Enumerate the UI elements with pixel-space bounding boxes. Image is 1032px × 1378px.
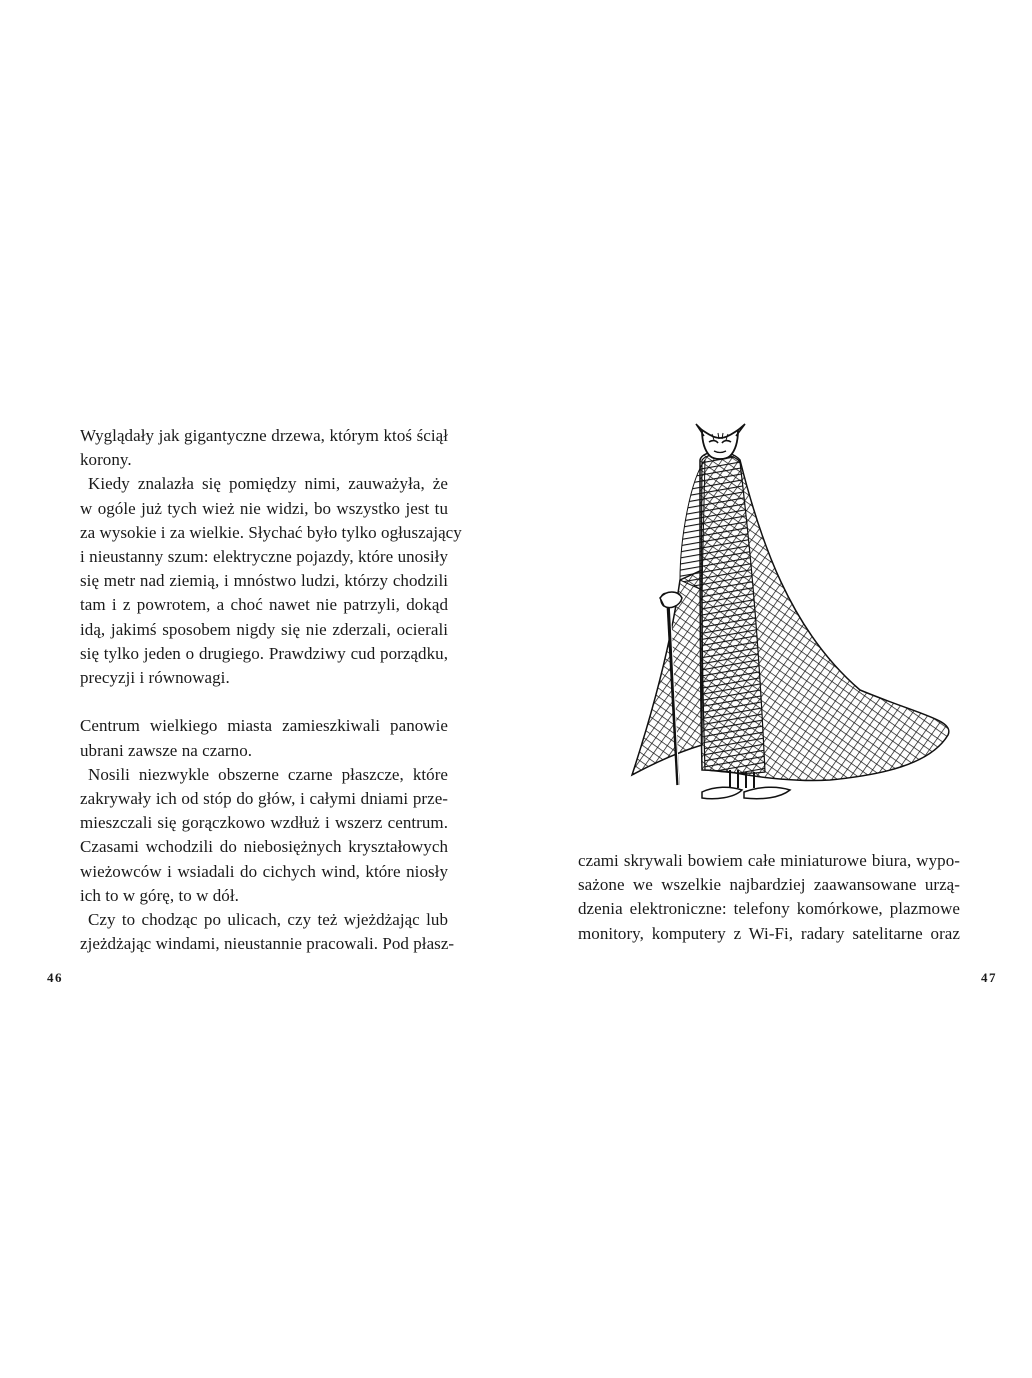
text-line: sażone we wszelkie najbardziej zaawansowane urzą- — [578, 875, 960, 895]
text-line: Kiedy znalazła się pomiędzy nimi, zauważyła, że — [88, 474, 448, 494]
text-line: korony. — [80, 450, 132, 470]
text-line: precyzji i równowagi. — [80, 668, 230, 688]
text-line: za wysokie i za wielkie. Słychać było tylko ogłuszający — [80, 522, 462, 542]
text-line: monitory, komputery z Wi-Fi, radary satelitarne oraz — [578, 923, 960, 943]
text-line: ubrani zawsze na czarno. — [80, 740, 253, 760]
text-line: się metr nad ziemią, i mnóstwo ludzi, którzy chodzili — [80, 571, 448, 591]
text-line: mieszczali się gorączkowo wzdłuż i wszerz centrum. — [80, 813, 448, 833]
paragraph-gap — [80, 690, 448, 714]
text-line: się tylko jeden o drugiego. Prawdziwy cud porządku, — [80, 643, 448, 663]
text-line: wieżowców i wsiadali do cichych wind, które niosły — [80, 861, 448, 881]
right-page-text — [578, 849, 960, 946]
grey-gentleman-illustration-icon — [630, 420, 960, 805]
text-line: tam i z powrotem, a choć nawet nie patrzyli, dokąd — [80, 595, 448, 615]
text-line: Centrum wielkiego miasta zamieszkiwali panowie — [80, 716, 448, 736]
text-line: Wyglądały jak gigantyczne drzewa, którym ktoś ściął — [80, 426, 448, 445]
text-line: zjeżdżając windami, nieustannie pracowali. Pod płasz- — [80, 934, 455, 954]
page-number-left: 46 — [47, 970, 63, 985]
left-page-text — [80, 424, 462, 956]
text-line: zakrywały ich od stóp do głów, i całymi dniami prze- — [80, 789, 448, 809]
text-line: w ogóle już tych wież nie widzi, bo wszystko jest tu — [80, 498, 448, 518]
text-line: dzenia elektroniczne: telefony komórkowe, plazmowe — [578, 899, 960, 919]
text-line: Nosili niezwykle obszerne czarne płaszcze, które — [88, 764, 448, 784]
text-line: idą, jakimś sposobem nigdy się nie zderzali, ocierali — [80, 619, 448, 639]
text-line: i nieustanny szum: elektryczne pojazdy, które unosiły — [80, 547, 448, 567]
text-line: Czasami wchodzili do niebosiężnych kryształowych — [80, 837, 448, 857]
text-line: czami skrywali bowiem całe miniaturowe biura, wypo- — [578, 851, 960, 870]
text-line: ich to w górę, to w dół. — [80, 885, 239, 905]
text-line: Czy to chodząc po ulicach, czy też wjeżdżając lub — [88, 910, 448, 930]
page-number-right: 47 — [981, 970, 997, 985]
